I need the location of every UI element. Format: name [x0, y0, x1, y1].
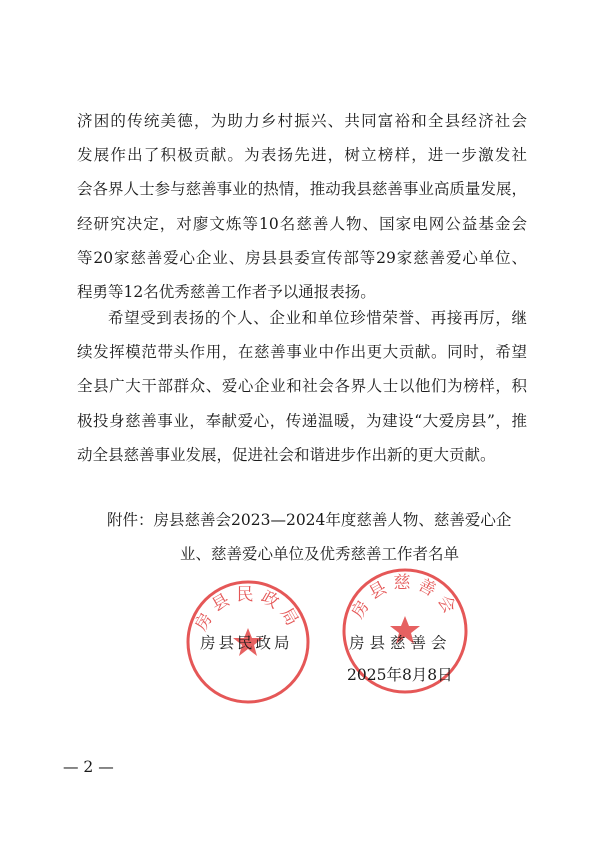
text-line: 全县广大干部群众、爱心企业和社会各界人士以他们为榜样，积 [77, 377, 527, 396]
text-line: 希望受到表扬的个人、企业和单位珍惜荣誉、再接再厉，继 [108, 309, 527, 327]
text-line: 程勇等12名优秀慈善工作者予以通报表扬。 [77, 283, 376, 302]
text-line: 经研究决定，对廖文炼等10名慈善人物、国家电网公益基金会 [77, 214, 527, 233]
attachment-line-1 [107, 503, 537, 537]
paragraph-2 [77, 301, 527, 472]
text-line: 续发挥模范带头作用，在慈善事业中作出更大贡献。同时，希望 [77, 343, 527, 362]
attachment-label: 附件： [107, 511, 154, 529]
text-line: 发展作出了积极贡献。为表扬先进，树立榜样，进一步激发社 [77, 146, 527, 165]
attachment-note [107, 503, 537, 571]
seal2-text: 房县慈善会 [347, 573, 463, 623]
paragraph-1 [77, 104, 527, 309]
signature-civil-affairs: 房县民政局 [200, 634, 293, 652]
text-line: 动全县慈善事业发展，促进社会和谐进步作出新的更大贡献。 [77, 445, 496, 464]
svg-text:房县民政局 [191, 585, 305, 634]
issue-date: 2025年8月8日 [347, 666, 453, 684]
seal1-text: 房县民政局 [191, 585, 305, 635]
attachment-title-2: 业、慈善爱心单位及优秀慈善工作者名单 [180, 545, 460, 563]
page-number: — 2 — [63, 758, 114, 776]
signature-charity: 房县慈善会 [349, 634, 452, 652]
text-line: 等20家慈善爱心企业、房县县委宣传部等29家慈善爱心单位、 [77, 248, 527, 267]
attachment-title-1: 房县慈善会2023—2024年度慈善人物、慈善爱心企 [153, 511, 512, 529]
text-line: 会各界人士参与慈善事业的热情，推动我县慈善事业高质量发展， [77, 180, 527, 199]
svg-text:房县慈善会 [348, 573, 462, 622]
text-line: 济困的传统美德，为助力乡村振兴、共同富裕和全县经济社会 [77, 112, 527, 130]
text-line: 极投身慈善事业，奉献爱心，传递温暖，为建设“大爱房县”，推 [77, 411, 527, 430]
